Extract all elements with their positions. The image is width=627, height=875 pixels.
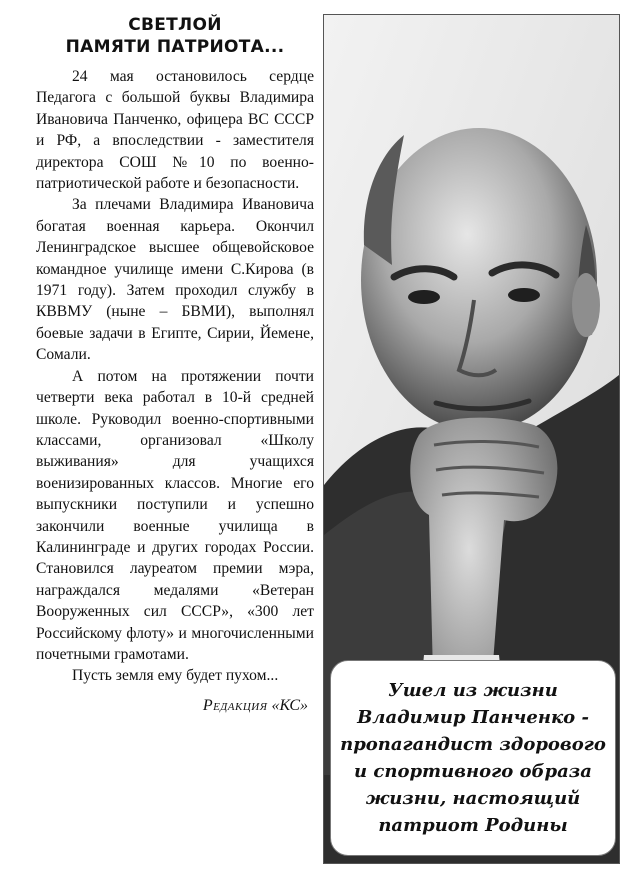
article-column — [36, 14, 314, 715]
article-paragraph-4: Пусть земля ему будет пухом... — [72, 667, 279, 685]
article-paragraph-3: А потом на протяжении почти четверти века работал в 10-й средней школе. Руководил военно-спортивными классами, организовал «Школу выживания» для учащихся военизированных классов. Многие его выпускники поступили и успешно закончили военные училища в Калининграде и других городах России. Становился лауреатом премии мэра, награждался медалями «Ветеран Вооруженных сил СССР», «300 лет Российскому флоту» и многочисленными почетными грамотами. — [36, 367, 314, 663]
caption-line-3: пропагандист здорового — [340, 734, 606, 755]
article-paragraph-1: 24 мая остановилось сердце Педагога с большой буквы Владимира Ивановича Панченко, офицера ВС СССР и РФ, а впоследствии - заместителя директора СОШ №10 по военно-патриотической работе и безопасности. — [36, 68, 314, 193]
title-line-2: ПАМЯТИ ПАТРИОТА... — [65, 37, 285, 57]
title-line-1: СВЕТЛОЙ — [128, 15, 222, 35]
caption-line-4: и спортивного образа — [354, 761, 592, 782]
signature-name: «КС» — [271, 696, 308, 714]
article-title — [36, 14, 314, 58]
caption-line-1: Ушел из жизни — [388, 680, 558, 701]
caption-text — [340, 677, 606, 839]
signature-prefix: Редакция — [202, 696, 268, 714]
caption-line-2: Владимир Панченко - — [357, 707, 589, 728]
caption-line-5: жизни, настоящий — [365, 788, 581, 809]
article-paragraph-2: За плечами Владимира Ивановича богатая военная карьера. Окончил Ленинградское высшее общевойсковое командное училище имени С.Кирова (в 1971 году). Затем проходил службу в КВВМУ (ныне – БВМИ), выполнял боевые задачи в Египте, Сирии, Йемене, Сомали. — [36, 196, 314, 364]
article-signature — [36, 697, 314, 715]
caption-box — [330, 660, 616, 856]
caption-line-6: патриот Родины — [378, 815, 568, 836]
